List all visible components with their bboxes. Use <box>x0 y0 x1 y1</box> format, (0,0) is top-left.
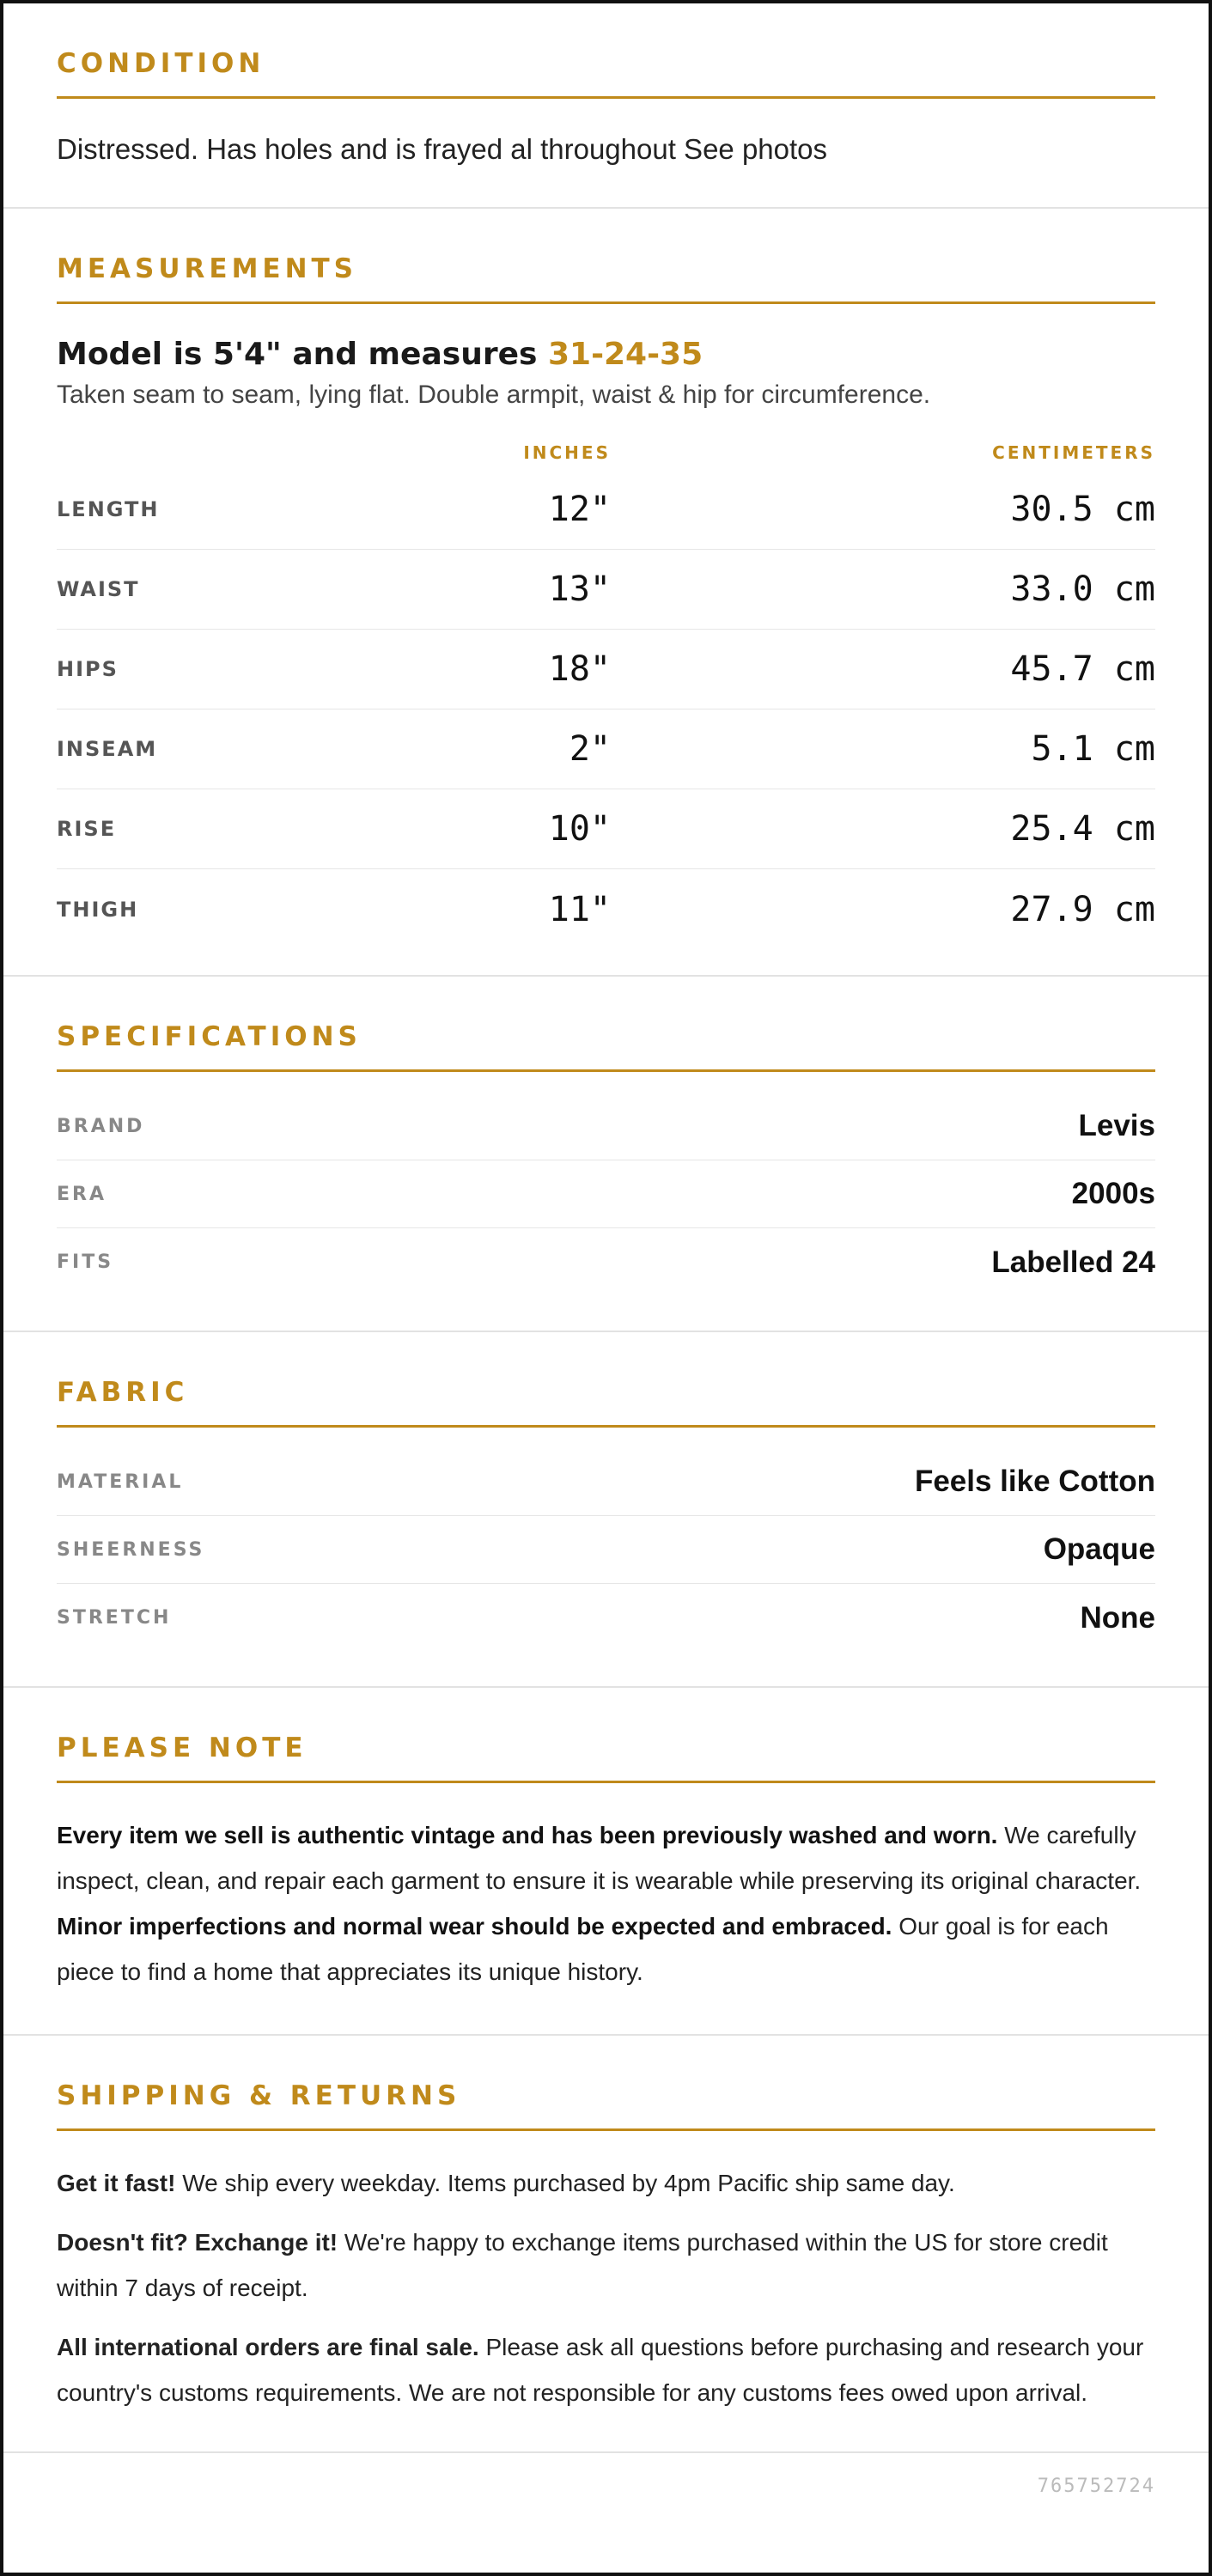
measurement-label: HIPS <box>57 657 119 681</box>
note-text-2: Our goal is for each piece to find a home that appreciates its unique history. <box>57 1913 1109 1985</box>
note-bold-2: Minor imperfections and normal wear should be expected and embraced. <box>57 1913 892 1940</box>
measurement-cm: 27.9 cm <box>1010 889 1155 929</box>
measurement-cm: 45.7 cm <box>1010 649 1155 689</box>
shipping-paragraph-3 <box>57 2324 1155 2415</box>
condition-text: Distressed. Has holes and is frayed al throughout See photos <box>57 133 828 165</box>
measurement-inches: 2" <box>569 729 611 769</box>
spec-row-era <box>57 1160 1155 1228</box>
fabric-key: STRETCH <box>57 1607 172 1629</box>
measurement-inches: 13" <box>548 569 611 609</box>
please-note-title: PLEASE NOTE <box>57 1733 1155 1783</box>
fabric-title: FABRIC <box>57 1377 1155 1428</box>
measurements-subtitle: Taken seam to seam, lying flat. Double armpit, waist & hip for circumference. <box>57 381 931 409</box>
spec-key: FITS <box>57 1251 114 1273</box>
spec-row-fits <box>57 1228 1155 1296</box>
fabric-section <box>3 1331 1209 1686</box>
shipping-text-1: We ship every weekday. Items purchased by 4pm Pacific ship same day. <box>175 2170 955 2196</box>
measurement-label: LENGTH <box>57 497 160 521</box>
fabric-key: SHEERNESS <box>57 1538 205 1561</box>
measurement-row-rise <box>57 789 1155 869</box>
measurement-cm: 5.1 cm <box>1031 729 1155 769</box>
fabric-value: Feels like Cotton <box>914 1465 1155 1498</box>
measurement-row-waist <box>57 550 1155 630</box>
model-line <box>57 337 1155 372</box>
shipping-body <box>57 2131 1155 2451</box>
specifications-title: SPECIFICATIONS <box>57 1021 1155 1072</box>
measurement-cm: 33.0 cm <box>1010 569 1155 609</box>
fabric-key: MATERIAL <box>57 1471 184 1493</box>
fabric-value: Opaque <box>1043 1532 1155 1566</box>
measurement-label: INSEAM <box>57 737 158 761</box>
spec-row-brand <box>57 1093 1155 1160</box>
fabric-row-material <box>57 1448 1155 1516</box>
shipping-bold-1: Get it fast! <box>57 2170 176 2196</box>
footer <box>3 2451 1209 2527</box>
please-note-section <box>3 1686 1209 2034</box>
measurement-inches: 10" <box>548 809 611 849</box>
fabric-row-sheerness <box>57 1516 1155 1584</box>
spec-key: BRAND <box>57 1115 145 1137</box>
shipping-paragraph-2 <box>57 2220 1155 2311</box>
measurements-section <box>3 207 1209 975</box>
specifications-table <box>57 1093 1155 1331</box>
shipping-section <box>3 2034 1209 2451</box>
measurement-row-thigh <box>57 869 1155 949</box>
spec-value: Levis <box>1078 1109 1155 1142</box>
measurement-row-hips <box>57 630 1155 709</box>
model-prefix: Model is 5'4" and measures <box>57 337 548 372</box>
measurement-cm: 30.5 cm <box>1010 490 1155 529</box>
measurements-table <box>57 470 1155 975</box>
inches-column-header: INCHES <box>523 442 611 463</box>
fabric-row-stretch <box>57 1584 1155 1652</box>
spec-value: Labelled 24 <box>991 1245 1155 1279</box>
please-note-text <box>57 1783 1155 2034</box>
measurement-inches: 11" <box>548 889 611 929</box>
measurement-label: RISE <box>57 817 117 841</box>
specifications-section <box>3 975 1209 1331</box>
product-id: 765752724 <box>1037 2476 1155 2497</box>
shipping-paragraph-1 <box>57 2160 1155 2206</box>
fabric-value: None <box>1080 1600 1155 1635</box>
shipping-bold-3: All international orders are final sale. <box>57 2334 479 2360</box>
measurement-label: THIGH <box>57 897 139 922</box>
measurement-cm: 25.4 cm <box>1010 809 1155 849</box>
centimeters-column-header: CENTIMETERS <box>992 442 1155 463</box>
shipping-text-3: Please ask all questions before purchasing and research your country's customs requirements. We are not responsible for any customs fees owed upon arrival. <box>57 2334 1144 2406</box>
measurement-inches: 12" <box>548 490 611 529</box>
shipping-bold-2: Doesn't fit? Exchange it! <box>57 2229 338 2256</box>
shipping-text-2: We're happy to exchange items purchased within the US for store credit within 7 days of receipt. <box>57 2229 1108 2301</box>
spec-key: ERA <box>57 1183 107 1205</box>
fabric-table <box>57 1448 1155 1686</box>
measurement-row-length <box>57 470 1155 550</box>
shipping-title: SHIPPING & RETURNS <box>57 2080 1155 2131</box>
measurement-label: WAIST <box>57 577 140 601</box>
measurement-inches: 18" <box>548 649 611 689</box>
condition-title: CONDITION <box>57 48 1155 99</box>
measurements-header <box>57 442 1155 463</box>
note-bold-1: Every item we sell is authentic vintage and has been previously washed and worn. <box>57 1822 998 1848</box>
note-text-1: We carefully inspect, clean, and repair each garment to ensure it is wearable while preserving its original character. <box>57 1822 1142 1894</box>
condition-section <box>3 3 1209 207</box>
spec-value: 2000s <box>1071 1177 1155 1210</box>
model-measures: 31-24-35 <box>547 337 703 372</box>
measurement-row-inseam <box>57 709 1155 789</box>
measurements-title: MEASUREMENTS <box>57 253 1155 304</box>
